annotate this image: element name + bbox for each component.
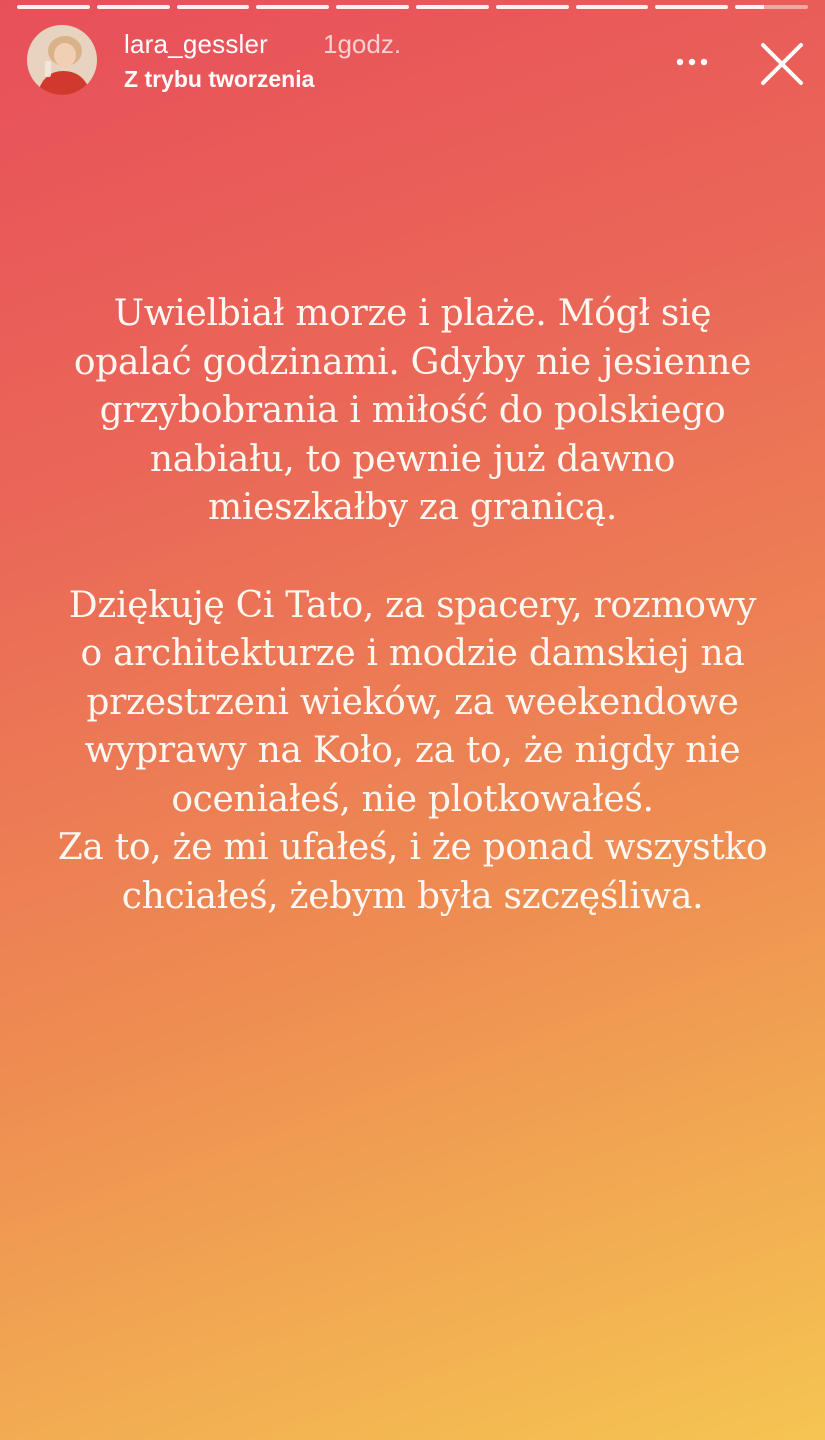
avatar[interactable] <box>27 25 97 95</box>
text-line: wyprawy na Koło, za to, że nigdy nie <box>84 730 741 771</box>
story-header <box>27 25 809 97</box>
progress-segment <box>256 5 329 9</box>
progress-segment <box>336 5 409 9</box>
text-line: oceniałeś, nie plotkowałeś. <box>171 778 654 820</box>
text-line: o architekturze i modzie damskiej na <box>80 633 745 674</box>
close-icon <box>755 37 809 91</box>
progress-segment <box>576 5 649 9</box>
story-paragraph-2 <box>40 582 785 922</box>
close-button[interactable] <box>755 37 809 91</box>
text-line: mieszkałby za granicą. <box>208 487 617 528</box>
more-horizontal-icon <box>667 47 717 77</box>
progress-segment <box>496 5 569 9</box>
story-text <box>40 290 785 921</box>
text-line: Uwielbiał morze i plaże. Mógł się <box>113 293 712 334</box>
progress-segment <box>655 5 728 9</box>
post-time: 1godz. <box>323 29 402 59</box>
progress-segment <box>416 5 489 9</box>
progress-segment-current <box>735 5 808 9</box>
text-line: Za to, że mi ufałeś, i że ponad wszystko <box>57 827 768 868</box>
avatar-image <box>27 25 97 95</box>
text-line: Dziękuję Ci Tato, za spacery, rozmowy <box>68 584 757 626</box>
progress-segment <box>177 5 250 9</box>
text-line: grzybobrania i miłość do polskiego <box>99 390 726 431</box>
text-line: przestrzeni wieków, za weekendowe <box>86 681 739 723</box>
text-line: opalać godzinami. Gdyby nie jesienne <box>73 341 752 383</box>
progress-segment <box>17 5 90 9</box>
story-subtitle[interactable]: Z trybu tworzenia <box>124 66 315 92</box>
text-line: nabiału, to pewnie już dawno <box>149 438 676 480</box>
username[interactable]: lara_gessler <box>124 29 269 59</box>
story-paragraph-1 <box>40 290 785 533</box>
story-progress-bar <box>17 5 808 9</box>
progress-segment <box>97 5 170 9</box>
more-options-button[interactable] <box>667 47 717 77</box>
text-line: chciałeś, żebym była szczęśliwa. <box>121 875 704 917</box>
